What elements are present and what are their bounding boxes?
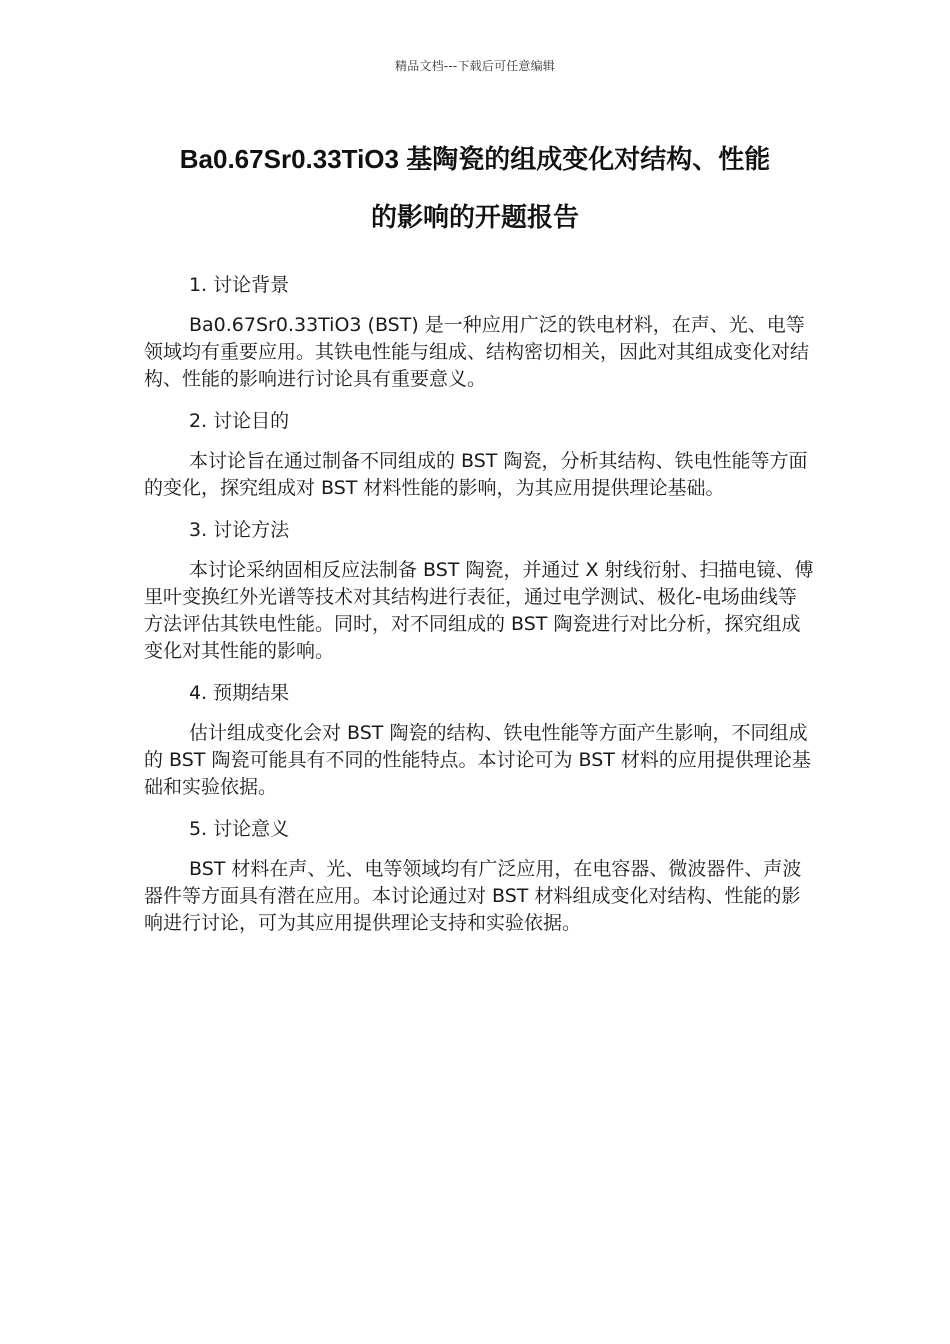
section-heading: 4. 预期结果 xyxy=(189,682,290,704)
section-paragraph: BST 材料在声、光、电等领域均有广泛应用，在电容器、微波器件、声波器件等方面具有潜在应用。本讨论通过对 BST 材料组成变化对结构、性能的影响进行讨论，可为其应用提供理论支持和实验依据。 xyxy=(144,858,802,934)
page-header: 精品文档---下载后可任意编辑 xyxy=(395,59,555,73)
section-paragraph: 估计组成变化会对 BST 陶瓷的结构、铁电性能等方面产生影响，不同组成的 BST 陶瓷可能具有不同的性能特点。本讨论可为 BST 材料的应用提供理论基础和实验依据。 xyxy=(144,722,811,798)
section-heading: 3. 讨论方法 xyxy=(189,519,290,541)
section-paragraph: Ba0.67Sr0.33TiO3 (BST) 是一种应用广泛的铁电材料，在声、光、电等领域均有重要应用。其铁电性能与组成、结构密切相关，因此对其组成变化对结构、性能的影响进行讨论具有重要意义。 xyxy=(144,314,810,390)
section-background xyxy=(144,270,814,393)
document-title-line-1: Ba0.67Sr0.33TiO3 基陶瓷的组成变化对结构、性能 xyxy=(179,144,771,174)
section-heading: 5. 讨论意义 xyxy=(189,818,290,840)
document-title-line-2: 的影响的开题报告 xyxy=(370,202,579,232)
section-significance xyxy=(144,814,814,937)
document-body xyxy=(144,270,814,950)
section-method xyxy=(144,515,814,665)
section-expected-results xyxy=(144,678,814,801)
section-heading: 1. 讨论背景 xyxy=(189,274,290,296)
section-paragraph: 本讨论采纳固相反应法制备 BST 陶瓷，并通过 X 射线衍射、扫描电镜、傅里叶变换红外光谱等技术对其结构进行表征，通过电学测试、极化-电场曲线等方法评估其铁电性能。同时，对不同组成的 BST 陶瓷进行对比分析，探究组成变化对其性能的影响。 xyxy=(144,559,814,662)
section-heading: 2. 讨论目的 xyxy=(189,410,290,432)
section-purpose xyxy=(144,406,814,502)
document-title xyxy=(130,130,820,246)
section-paragraph: 本讨论旨在通过制备不同组成的 BST 陶瓷，分析其结构、铁电性能等方面的变化，探究组成对 BST 材料性能的影响，为其应用提供理论基础。 xyxy=(144,450,808,499)
